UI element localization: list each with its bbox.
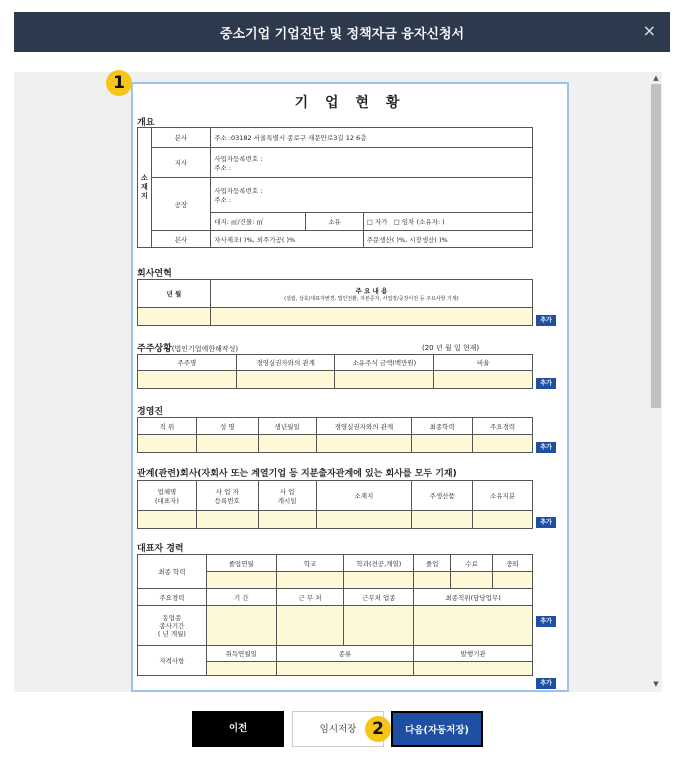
career-col-position: 최종직위(담당업무) [414,589,533,606]
rel-col-regno: 사 업 자 등록번호 [196,481,258,511]
next-autosave-button[interactable]: 다음(자동저장) [391,711,483,747]
related-add-button[interactable]: 추가 [536,517,556,528]
sh-amount-input[interactable] [335,371,434,389]
shareholders-date: (20 년 월 일 현재) [422,344,480,352]
section-shareholders-title [137,341,238,354]
mg-col-relation: 경영실권자와의 관계 [316,418,412,435]
hq2-label: 본사 [151,231,210,248]
rel-col-startdate: 사 업 개시일 [258,481,316,511]
sh-ratio-input[interactable] [434,371,533,389]
mg-birth-input[interactable] [258,435,316,453]
edu-school-input[interactable] [276,572,344,589]
sh-relation-input[interactable] [236,371,335,389]
history-col-content [210,280,532,308]
career-add-button[interactable]: 추가 [536,616,556,627]
location-label: 소 재 지 [138,128,152,248]
cert-col-issuer: 발행기관 [414,646,533,662]
history-col-content-title: 주 요 내 용 [355,286,388,295]
management-add-button[interactable]: 추가 [536,442,556,453]
vertical-scrollbar[interactable] [650,72,662,692]
close-icon[interactable]: × [642,21,656,40]
top-strip [0,0,682,12]
edu-dropout-check[interactable] [493,572,533,589]
rel-col-share: 소유지분 [473,481,533,511]
section-management-title: 경영진 [137,407,164,417]
prev-button[interactable]: 이전 [192,711,284,747]
sh-col-relation: 경영실권자와의 관계 [236,355,335,371]
ownership-options[interactable] [363,213,532,231]
factory-area[interactable]: 대지: ㎡/건물: ㎡ [211,213,306,231]
cert-col-type: 종류 [276,646,414,662]
step-badge-1: 1 [106,70,132,96]
career-position-input[interactable] [414,606,533,646]
hq2-manufacturing[interactable]: 자사제조( )%, 외주가공( )% [211,231,364,248]
history-add-button[interactable]: 추가 [536,315,556,326]
career-workplace-input[interactable] [276,606,344,646]
rel-col-company: 업체명 (대표자) [138,481,197,511]
cert-label: 자격사항 [138,646,207,676]
edu-graduated-check[interactable] [414,572,451,589]
edu-gradmonth-input[interactable] [206,572,276,589]
hq2-production[interactable]: 주문생산( )%, 시장생산( )% [363,231,532,248]
management-table [137,417,533,453]
cert-col-date: 취득연월일 [206,646,276,662]
modal-header [14,12,670,52]
career-period-input[interactable] [206,606,276,646]
history-col-date: 년 월 [138,280,211,308]
edu-col-major: 학과(전공,계열) [344,555,414,572]
section-overview-title: 개요 [137,118,155,128]
sh-col-amount: 소유주식 금액(백만원) [335,355,434,371]
career-col-period: 기 간 [206,589,276,606]
hq-address[interactable]: 주소 :03182 서울특별시 종로구 새문안로3길 12 6층 [211,128,533,148]
section-history-title: 회사연혁 [137,269,172,279]
mg-education-input[interactable] [412,435,473,453]
edu-col-dropout: 중퇴 [493,555,533,572]
rel-product-input[interactable] [412,511,473,529]
step-badge-2: 2 [365,716,391,742]
mg-col-career: 주요경력 [473,418,533,435]
edu-completed-check[interactable] [451,572,493,589]
shareholders-note: (법인기업에한해작성) [171,345,239,353]
ownership-label: 소유 [306,213,363,231]
mg-col-position: 직 위 [138,418,197,435]
scroll-down-icon[interactable]: ▼ [653,680,659,688]
edu-col-completed: 수료 [451,555,493,572]
factory-label: 공장 [151,178,210,231]
rel-col-product: 주생산품 [412,481,473,511]
sh-col-ratio: 비율 [434,355,533,371]
branch-label: 지사 [151,148,210,178]
career-col-workplace: 근 무 처 [276,589,344,606]
history-content-input[interactable] [210,308,532,326]
overview-table [137,127,533,248]
mg-position-input[interactable] [138,435,197,453]
mg-name-input[interactable] [196,435,258,453]
modal-title: 중소기업 기업진단 및 정책자금 융자신청서 [219,27,465,42]
section-ceo-title: 대표자 경력 [137,544,184,554]
edu-col-school: 학교 [276,555,344,572]
shareholders-add-button[interactable]: 추가 [536,378,556,389]
hq-label: 본사 [151,128,210,148]
shareholders-table [137,354,533,389]
factory-addr: 주소 : [214,196,232,204]
document-page [131,82,569,692]
branch-addr: 주소 : [214,163,232,172]
rel-regno-input[interactable] [196,511,258,529]
viewer-left-margin [14,72,105,692]
shareholders-title-text: 주주상황 [137,344,172,354]
cert-add-button[interactable]: 추가 [536,678,556,689]
sh-col-name: 주주명 [138,355,237,371]
history-col-content-sub: (설립, 상호/대표자변경, 법인전환, 자본증자, 사업장/공장이전 등 주요사항 기재) [284,295,459,302]
rel-col-location: 소재지 [316,481,412,511]
mg-relation-input[interactable] [316,435,412,453]
career-col-industry: 근무처 업종 [344,589,414,606]
mg-col-name: 성 명 [196,418,258,435]
cert-date-input[interactable] [206,662,276,676]
section-related-title: 관계(관련)회사(자회사 또는 계열기업 등 지분출자관계에 있는 회사를 모두 기재) [137,469,457,479]
own-self-checkbox[interactable]: □ 자가 [366,218,388,226]
edu-col-graduated: 졸업 [414,555,451,572]
rel-company-input[interactable] [138,511,197,529]
cert-issuer-input[interactable] [414,662,533,676]
rel-share-input[interactable] [473,511,533,529]
history-table [137,279,533,326]
branch-reg: 사업자등록번호 : [214,154,263,163]
cert-type-input[interactable] [276,662,414,676]
related-table [137,480,533,529]
factory-info[interactable] [211,178,533,213]
edu-col-gradmonth: 졸업연월 [206,555,276,572]
temp-save-button[interactable]: 임시저장 [292,711,384,747]
history-date-input[interactable] [138,308,211,326]
scrollbar-thumb[interactable] [651,84,661,408]
scroll-up-icon[interactable]: ▲ [653,74,659,82]
own-rent-checkbox[interactable]: □ 임차 (소유자: ) [393,218,445,226]
mg-col-birth: 생년월일 [258,418,316,435]
document-title: 기 업 현 황 [294,95,406,111]
mg-career-input[interactable] [473,435,533,453]
rel-startdate-input[interactable] [258,511,316,529]
industry-period-label: 동업종 종사기간 ( 년 개월) [138,606,207,646]
edu-major-input[interactable] [344,572,414,589]
rel-location-input[interactable] [316,511,412,529]
ceo-edu-label: 최종 학력 [138,555,207,589]
career-col-main: 주요경력 [138,589,207,606]
branch-info[interactable] [211,148,533,178]
sh-name-input[interactable] [138,371,237,389]
ceo-table [137,554,533,676]
career-industry-input[interactable] [344,606,414,646]
mg-col-education: 최종학력 [412,418,473,435]
factory-reg: 사업자등록번호 : [214,187,263,195]
